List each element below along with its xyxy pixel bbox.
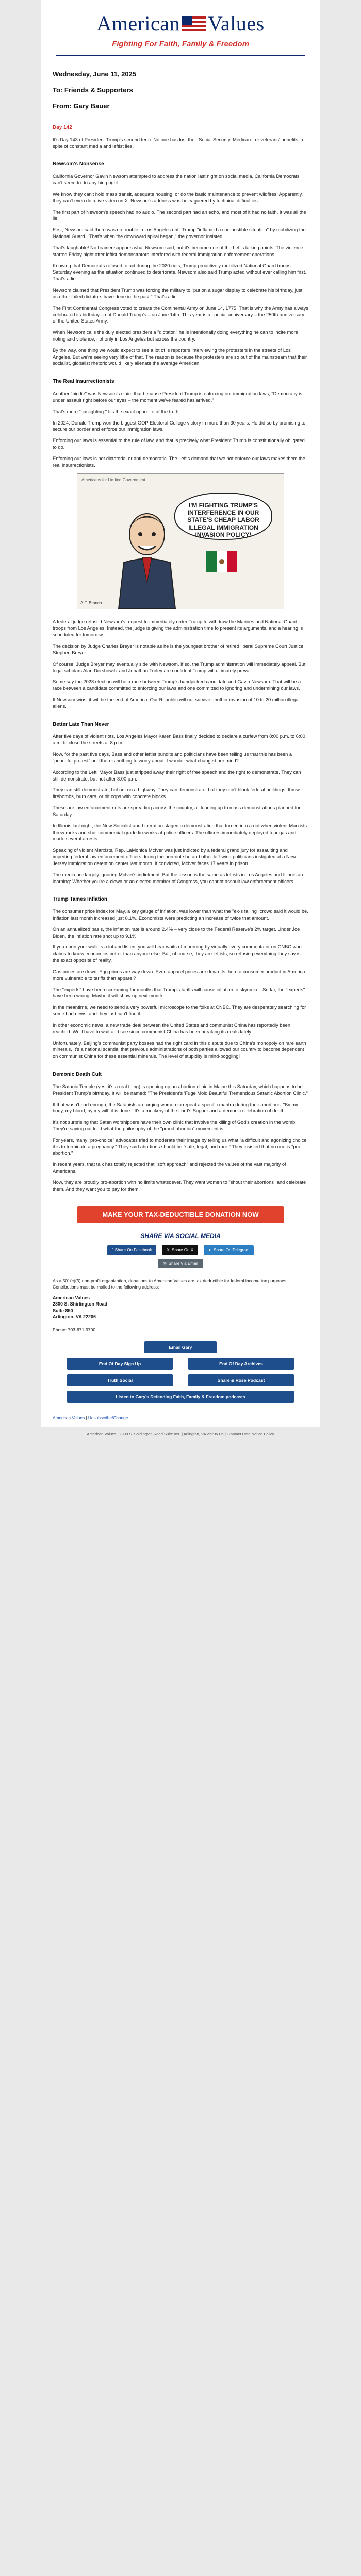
- footer-info: [41, 1278, 320, 1333]
- paragraph: In 2024, Donald Trump won the biggest GOP Electoral College victory in more than 30 years. He did so by promising to secure our border and enforce our immigration laws.: [53, 420, 306, 432]
- paragraph: Newsom claimed that President Trump was forcing the military to "put on a sugar display to celebrate his birthday, just as other failed dictators have done in the past." That's a lie.: [53, 287, 303, 299]
- section-title: The Real Insurrectionists: [53, 379, 114, 385]
- political-cartoon: [77, 473, 284, 609]
- share-x-label: Share On X: [172, 1247, 194, 1252]
- address-line1: 2800 S. Shirlington Road: [53, 1301, 108, 1307]
- paragraph: In the meantime, we need to send a very powerful microscope to the folks at CNBC. They are desperately searching for some bad news, and they just can't find it.: [53, 1005, 306, 1017]
- paragraph: The decision by Judge Charles Breyer is notable as he is the youngest brother of retired liberal Supreme Court Justice Stephen Breyer.: [53, 643, 304, 655]
- day-label: Day 142: [53, 125, 72, 130]
- paragraph: Enforcing our laws is not dictatorial or anti-democratic. The Left's demand that we not enforce our laws makes them the real insurrectionists.: [53, 455, 305, 468]
- podcast-button[interactable]: Share & Rose Podcast: [188, 1374, 294, 1386]
- email-icon: ✉: [163, 1261, 167, 1266]
- address-org: American Values: [53, 1295, 90, 1300]
- unsubscribe-link[interactable]: Unsubscribe/Change: [88, 1415, 128, 1421]
- donate-button[interactable]: MAKE YOUR TAX-DEDUCTIBLE DONATION NOW: [77, 1206, 284, 1223]
- logo-right: Values: [208, 12, 265, 35]
- newsletter: [41, 0, 320, 1427]
- intro-paragraph: It's Day 143 of President Trump's second term. No one has lost their Social Security, Medicare, or veterans' benefits in spite of constant media and leftist lies.: [53, 137, 303, 149]
- share-email-button[interactable]: [158, 1259, 203, 1268]
- logo-left: American: [96, 12, 180, 35]
- paragraph: We know they can't hold mass transit, adequate housing, or do the basic maintenance to prevent wildfires. Apparently, they can't even do a live video on X. Newsom's address was beleaguered by technical difficulties.: [53, 191, 303, 204]
- paragraph: Now, for the past five days, Bass and other leftist pundits and politicians have been telling us that this has been a "peaceful protest" and there's nothing to worry about. I wonder what changed her mind?: [53, 752, 292, 764]
- share-row-top: [41, 1245, 320, 1255]
- share-title: SHARE VIA SOCIAL MEDIA: [140, 1232, 221, 1240]
- facebook-icon: f: [111, 1247, 113, 1252]
- disclaimer-text: As a 501(c)(3) non-profit organization, donations to American Values are tax deductible for federal income tax purposes. Contributions must be mailed to the following address:: [53, 1278, 288, 1290]
- article-body: [41, 124, 320, 1193]
- mexico-flag-icon: [206, 551, 237, 572]
- paragraph: It's not surprising that Satan worshippers have their own clinic that involve the killing of God's creation in the womb. They're saying out loud what the philosophy of the "proud abortion" movement is.: [53, 1120, 297, 1131]
- page-footer: American Values | 2800 S. Shirlington Road Suite 850 | Arlington, VA 22206 US | Contact Data Notice Policy: [0, 1427, 361, 1442]
- end-of-day-archives-button[interactable]: End Of Day Archives: [188, 1358, 294, 1370]
- newsom-figure-icon: [108, 506, 186, 609]
- memo-date: Wednesday, June 11, 2025: [53, 70, 137, 78]
- section-title: Trump Tames Inflation: [53, 896, 107, 903]
- paragraph: That's laughable! No brainer supports what Newsom said, but it's become one of the Left's talking points. The violence started Friday night after leftist demonstrators interfered with federal immigration enforcement operations.: [53, 245, 303, 257]
- paragraph: Enforcing our laws is essential to the rule of law, and that is precisely what President Trump is constitutionally obligated to do.: [53, 438, 305, 450]
- paragraph: According to the Left, Mayor Bass just stripped away their right of free speech and the right to demonstrate. They can still demonstrate, but not after 8:00 p.m.: [53, 769, 301, 782]
- footer-org-link[interactable]: American Values: [53, 1415, 85, 1421]
- paragraph: When Newsom calls the duly elected president a "dictator," he is intentionally doing everything he can to incite more rioting and violence, not only in Los Angeles but across the country.: [53, 330, 298, 342]
- paragraph: A federal judge refused Newsom's request to immediately order Trump to withdraw the Marines and National Guard troops from Los Angeles. Instead, the judge is giving the administration time to present its arguments, and a hearing is scheduled for tomorrow.: [53, 619, 303, 638]
- paragraph: The First Continental Congress voted to create the Continental Army on June 14, 1775. That is why the Army has always celebrated its birthday – not Donald Trump's – on June 14th. This year is a special anniversary – the 250th anniversary of the United States Army.: [53, 305, 308, 324]
- end-of-day-signup-button[interactable]: End Of Day Sign Up: [67, 1358, 173, 1370]
- email-gary-button[interactable]: Email Gary: [144, 1341, 217, 1353]
- paragraph: Knowing that Democrats refused to act during the 2020 riots, Trump proactively mobilized National Guard troops Saturday evening as the situation continued to deteriorate. Newsom also said Trump acted without ever calling him first. That's a lie.: [53, 263, 306, 282]
- address-phone: Phone: 703-671-9700: [53, 1327, 96, 1333]
- paragraph: The consumer price index for May, a key gauge of inflation, was lower than what the "ex-s failing" crowd said it would be. Inflation last month increased just 0.1%. Economists were predicting an increase of twice that amount.: [53, 909, 308, 921]
- flag-icon: [182, 16, 206, 32]
- paragraph: Some say the 2028 election will be a race between Trump's handpicked candidate and Gavin Newsom. That will be a race between a candidate committed to enforcing our laws and one committed to ignoring and undermining our laws.: [53, 679, 301, 691]
- paragraph: For years, many "pro-choice" advocates tried to moderate their image by telling us what "a difficult and agonizing choice it is to terminate a pregnancy." They said abortions should be "safe, legal, and rare." They insisted that no one is "pro-abortion.": [53, 1137, 307, 1156]
- telegram-icon: ➤: [208, 1247, 212, 1252]
- truth-social-button[interactable]: Truth Social: [67, 1374, 173, 1386]
- paragraph: In Illinois last night, the New Socialist and Liberation staged a demonstration that turned into a riot when violent Marxists threw rocks and shot commercial-grade fireworks at police officers. The officers immediately deployed tear gas and made several arrests.: [53, 823, 307, 842]
- paragraph: In other economic news, a new trade deal between the United States and communist China has reportedly been reached. We'll have to wait and see since communist China has been breaking its deals lately.: [53, 1022, 290, 1035]
- paragraph: Speaking of violent Marxists, Rep. LaMonica McIver was just indicted by a federal grand jury for assaulting and impeding federal law enforcement officers during the non-riot she and other left-wing politicians instigated at a New Jersey immigration detention center last month. If convicted, McIver faces 17 years in prison.: [53, 848, 296, 866]
- listen-podcasts-button[interactable]: Listen to Gary's Defending Faith, Family & Freedom podcasts: [67, 1391, 294, 1403]
- paragraph: Gas prices are down. Egg prices are way down. Even apparel prices are down. Is there a consumer product in America more vulnerable to tariffs than apparel?: [53, 969, 305, 981]
- paragraph: That's more "gaslighting." It's the exact opposite of the truth.: [53, 409, 180, 414]
- paragraph: In recent years, that talk has totally rejected that "soft approach" and rejected the values of the vast majority of Americans.: [53, 1162, 286, 1174]
- paragraph: On an annualized basis, the inflation rate is around 2.4% – very close to the Federal Reserve's 2% target. Under Joe Biden, the inflation rate shot up to 9.1%.: [53, 926, 300, 939]
- tagline: Fighting For Faith, Family & Freedom: [112, 40, 249, 48]
- paragraph: First, Newsom said there was no trouble in Los Angeles until Trump "inflamed a combustible situation" by mobilizing the National Guard. "That's when the downward spiral began," the governor insisted.: [53, 227, 306, 240]
- paragraph: By the way, one thing we would expect to see a lot of is reporters interviewing the protesters in the streets of Los Angeles. But we're seeing very little of that. The reason is because the protesters are so out of the mainstream that their socialist, globalist rhetoric would likely alienate the average American.: [53, 347, 307, 366]
- paragraph: They can still demonstrate, but not on a highway. They can demonstrate, but they can't block federal buildings, throw firebombs, burn cars, or hit cops with concrete blocks.: [53, 787, 300, 800]
- paragraph: After five days of violent riots, Los Angeles Mayor Karen Bass finally decided to declare a curfew from 8:00 p.m. to 6:00 a.m. to close the streets at 8 p.m.: [53, 734, 305, 746]
- cartoon-caption: Americans for Limited Government: [81, 477, 145, 482]
- address-line2: Suite 850: [53, 1308, 73, 1313]
- paragraph: The first part of Newsom's speech had no audio. The second part had an echo, and most of it had no faith. It was all the lie.: [53, 209, 306, 222]
- paragraph: These are law enforcement riots are spreading across the country, all leading up to mass demonstrations planned for Saturday.: [53, 805, 301, 817]
- footer-links: American Values | Unsubscribe/Change: [53, 1415, 128, 1421]
- address-line3: Arlington, VA 22206: [53, 1314, 96, 1320]
- paragraph: The "experts" have been screaming for months that Trump's tariffs will cause inflation to skyrocket. So far, the "experts" have been wrong. Maybe it will show up next month.: [53, 987, 305, 999]
- disclaimer: [53, 1278, 308, 1333]
- paragraph: If Newsom wins, it will be the end of America. Our Republic will not survive another invasion of 10 to 20 million illegal aliens.: [53, 697, 300, 709]
- paragraph: If you open your wallets a lot and listen, you will hear waits of mourning by virtually every commentator on CNBC who claims to know economics better than anyone else. But, of course, they are leftists, so refusing everything they say is the exact opposite of reality.: [53, 944, 302, 963]
- paragraph: California Governor Gavin Newsom attempted to address the nation last night on social media. California Democrats can't seem to do anything right.: [53, 174, 300, 186]
- link-buttons: [67, 1341, 294, 1403]
- section-title: Newsom's Nonsense: [53, 161, 104, 167]
- paragraph: The Satanic Temple (yes, it's a real thing) is opening up an abortion clinic in Maine this Saturday, which happens to be President Trump's birthday. It will be named: "The President's 'Fuge Mold Beautiful Tremendous Satanic Abortion Clinic.": [53, 1083, 308, 1096]
- memo-to: To: Friends & Supporters: [53, 86, 133, 94]
- header-divider: [56, 55, 305, 56]
- cartoonist-signature: A.F. Branco: [80, 600, 102, 605]
- share-row-bottom: [41, 1258, 320, 1268]
- share-email-label: Share Via Email: [168, 1261, 198, 1266]
- section-title: Demonic Death Cult: [53, 1072, 102, 1078]
- section-title: Better Late Than Never: [53, 721, 109, 727]
- share-telegram-button[interactable]: [204, 1245, 254, 1255]
- memo-header: [41, 59, 320, 120]
- share-facebook-button[interactable]: [107, 1245, 157, 1255]
- masthead: [41, 0, 320, 59]
- logo[interactable]: [46, 11, 315, 36]
- x-icon: 𝕏: [166, 1247, 170, 1252]
- paragraph: If that wasn't bad enough, the Satanists are urging women to repeat a specific mantra during their abortions: "By my body, my blood, by my will, it is done." It's a mockery of the Lord's Supper and a demonic celebration of death.: [53, 1101, 298, 1114]
- memo-from: From: Gary Bauer: [53, 102, 110, 110]
- share-facebook-label: Share On Facebook: [114, 1247, 152, 1252]
- speech-bubble: I'M FIGHTING TRUMP'S INTERFERENCE IN OUR STATE'S CHEAP LABOR ILLEGAL IMMIGRATION INVASION POLICY!: [174, 493, 272, 540]
- paragraph: Unfortunately, Beijing's communist party bosses had the right card in this dispute due to China's monopoly on rare earth minerals. It's a national scandal that previous administrations of both parties allowed our country to become dependent on communist China for these essential minerals. The level of stupidity is mind-boggling!: [53, 1040, 306, 1059]
- share-telegram-label: Share On Telegram: [214, 1247, 250, 1252]
- paragraph: Another "big lie" was Newsom's claim that because President Trump is enforcing our immigration laws, "Democracy is under assault right before our eyes – the moment we've feared has arrived.": [53, 391, 302, 403]
- paragraph: Of course, Judge Breyer may eventually side with Newsom. If so, the Trump administration will immediately appeal. But legal scholars Alan Dershowitz and Jonathan Turley are confident Trump will ultimately prevail.: [53, 661, 306, 673]
- paragraph: The media are largely ignoring McIver's indictment. But the lesson is the same as leftists in Los Angeles and Illinois are learning: Whether you're a clown or an elected member of Congress, you cannot assault law enforcement officers.: [53, 872, 305, 884]
- paragraph: Now, they are proudly pro-abortion with no limits whatsoever. They want women to "shout their abortions" and celebrate them. And they want you to pay for them.: [53, 1179, 306, 1192]
- share-x-button[interactable]: [162, 1245, 198, 1255]
